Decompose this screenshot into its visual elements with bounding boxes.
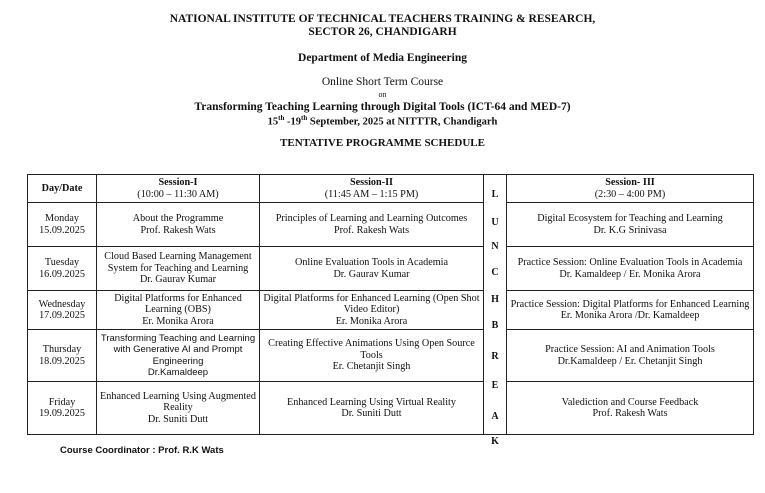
session-2-cell (260, 247, 484, 291)
course-title: Transforming Teaching Learning through Digital Tools (ICT-64 and MED-7) (194, 101, 571, 113)
session-speaker: Dr.Kamaldeep (147, 367, 209, 378)
session-3-time: (2:30 – 4:00 PM) (594, 188, 666, 200)
session-2-cell (260, 330, 484, 382)
day-date: 15.09.2025 (39, 224, 85, 236)
lunch-letter: K (491, 436, 499, 447)
course-coordinator: Course Coordinator : Prof. R.K Wats (60, 445, 224, 456)
session-speaker: Er. Chetanjit Singh (332, 361, 411, 373)
lunch-letter: R (491, 351, 499, 362)
session-title: Online Evaluation Tools in Academia (294, 257, 448, 268)
session-1-header (97, 175, 260, 203)
day-name: Thursday (42, 344, 82, 355)
table-row (28, 247, 754, 291)
session-title: Cloud Based Learning Management System for Teaching and Learning (104, 251, 252, 274)
day-cell (28, 330, 97, 382)
lunch-letter: E (491, 380, 499, 391)
session-title: Practice Session: AI and Animation Tools (545, 344, 715, 355)
day-date: 18.09.2025 (39, 355, 85, 367)
day-cell (28, 382, 97, 435)
start-day-suffix: th (278, 114, 285, 122)
session-speaker: Prof. Rakesh Wats (140, 224, 216, 236)
start-day: 15 (267, 116, 279, 128)
session-speaker: Dr. K.G Srinivasa (593, 224, 667, 236)
course-dates (0, 114, 765, 128)
session-3-name: Session- III (605, 177, 655, 188)
session-title: About the Programme (132, 213, 224, 224)
table-row (28, 330, 754, 382)
session-title: Transforming Teaching and Learning with Generative AI and Prompt Engineering (100, 332, 256, 367)
lunch-letter: N (491, 241, 499, 252)
day-cell (28, 291, 97, 330)
day-date-header: Day/Date (28, 175, 97, 203)
table-header-row (28, 175, 754, 203)
session-speaker: Dr. Gaurav Kumar (139, 274, 217, 286)
session-1-name: Session-I (158, 177, 198, 188)
session-1-cell (97, 203, 260, 247)
session-3-cell (507, 203, 754, 247)
session-speaker: Er. Monika Arora (335, 315, 408, 327)
session-1-time: (10:00 – 11:30 AM) (137, 188, 219, 200)
session-2-name: Session-II (349, 177, 394, 188)
date-venue: September, 2025 at NITTTR, Chandigarh (307, 116, 498, 128)
session-3-header (507, 175, 754, 203)
institute-name-line2: SECTOR 26, CHANDIGARH (308, 26, 457, 38)
lunch-letter: L (491, 189, 499, 200)
session-title: Valediction and Course Feedback (561, 396, 699, 408)
session-title: Enhanced Learning Using Virtual Reality (287, 396, 456, 408)
table-row (28, 203, 754, 247)
session-3-cell (507, 291, 754, 330)
schedule-table (27, 174, 754, 447)
institute-name-line1: NATIONAL INSTITUTE OF TECHNICAL TEACHERS TRAINING & RESEARCH, (169, 13, 596, 25)
session-speaker: Dr. Kamaldeep / Er. Monika Arora (559, 268, 701, 280)
lunch-letter: H (491, 294, 499, 305)
session-3-cell (507, 382, 754, 435)
session-title: Digital Ecosystem for Teaching and Learning (537, 213, 723, 224)
session-2-cell (260, 291, 484, 330)
schedule-title: TENTATIVE PROGRAMME SCHEDULE (280, 137, 485, 149)
session-speaker: Prof. Rakesh Wats (592, 408, 668, 419)
day-name: Monday (45, 213, 79, 224)
session-title: Digital Platforms for Enhanced Learning (OBS) (114, 292, 242, 316)
lunch-letter: U (491, 217, 499, 228)
day-name: Wednesday (38, 298, 86, 310)
session-2-cell (260, 382, 484, 435)
on-label: on (378, 90, 387, 99)
session-speaker: Er. Monika Arora /Dr. Kamaldeep (560, 310, 700, 321)
session-1-cell (97, 247, 260, 291)
day-date: 16.09.2025 (39, 268, 85, 280)
day-cell (28, 203, 97, 247)
session-speaker: Dr.Kamaldeep / Er. Chetanjit Singh (557, 355, 703, 367)
session-speaker: Er. Monika Arora (142, 315, 214, 327)
department-name: Department of Media Engineering (298, 52, 467, 64)
day-date: 17.09.2025 (39, 310, 85, 321)
session-speaker: Prof. Rakesh Wats (333, 224, 410, 236)
session-1-cell (97, 291, 260, 330)
session-2-cell (260, 203, 484, 247)
session-title: Digital Platforms for Enhanced Learning (Open Shot Video Editor) (263, 292, 480, 316)
day-name: Friday (48, 396, 76, 408)
day-name: Tuesday (44, 257, 80, 268)
session-speaker: Dr. Suniti Dutt (147, 413, 209, 425)
session-title: Enhanced Learning Using Augmented Reality (100, 390, 256, 414)
session-2-time: (11:45 AM – 1:15 PM) (324, 188, 419, 200)
session-3-cell (507, 247, 754, 291)
table-row (28, 382, 754, 435)
day-cell (28, 247, 97, 291)
course-type: Online Short Term Course (321, 76, 444, 88)
session-1-cell (97, 330, 260, 382)
date-separator: -19 (284, 116, 302, 128)
session-speaker: Dr. Suniti Dutt (341, 408, 402, 419)
session-title: Creating Effective Animations Using Open Source Tools (268, 338, 475, 361)
end-day-suffix: th (301, 114, 308, 122)
lunch-letter: A (491, 411, 499, 422)
session-title: Practice Session: Online Evaluation Tools in Academia (517, 257, 743, 268)
lunch-letter: C (491, 267, 499, 278)
day-date: 19.09.2025 (39, 408, 85, 419)
session-3-cell (507, 330, 754, 382)
session-1-cell (97, 382, 260, 435)
session-2-header (260, 175, 484, 203)
session-title: Principles of Learning and Learning Outcomes (275, 213, 468, 224)
lunch-letter: B (491, 320, 499, 331)
session-speaker: Dr. Gaurav Kumar (333, 268, 410, 280)
session-title: Practice Session: Digital Platforms for Enhanced Learning (510, 298, 750, 310)
table-row (28, 291, 754, 330)
lunch-break-column (484, 175, 507, 447)
